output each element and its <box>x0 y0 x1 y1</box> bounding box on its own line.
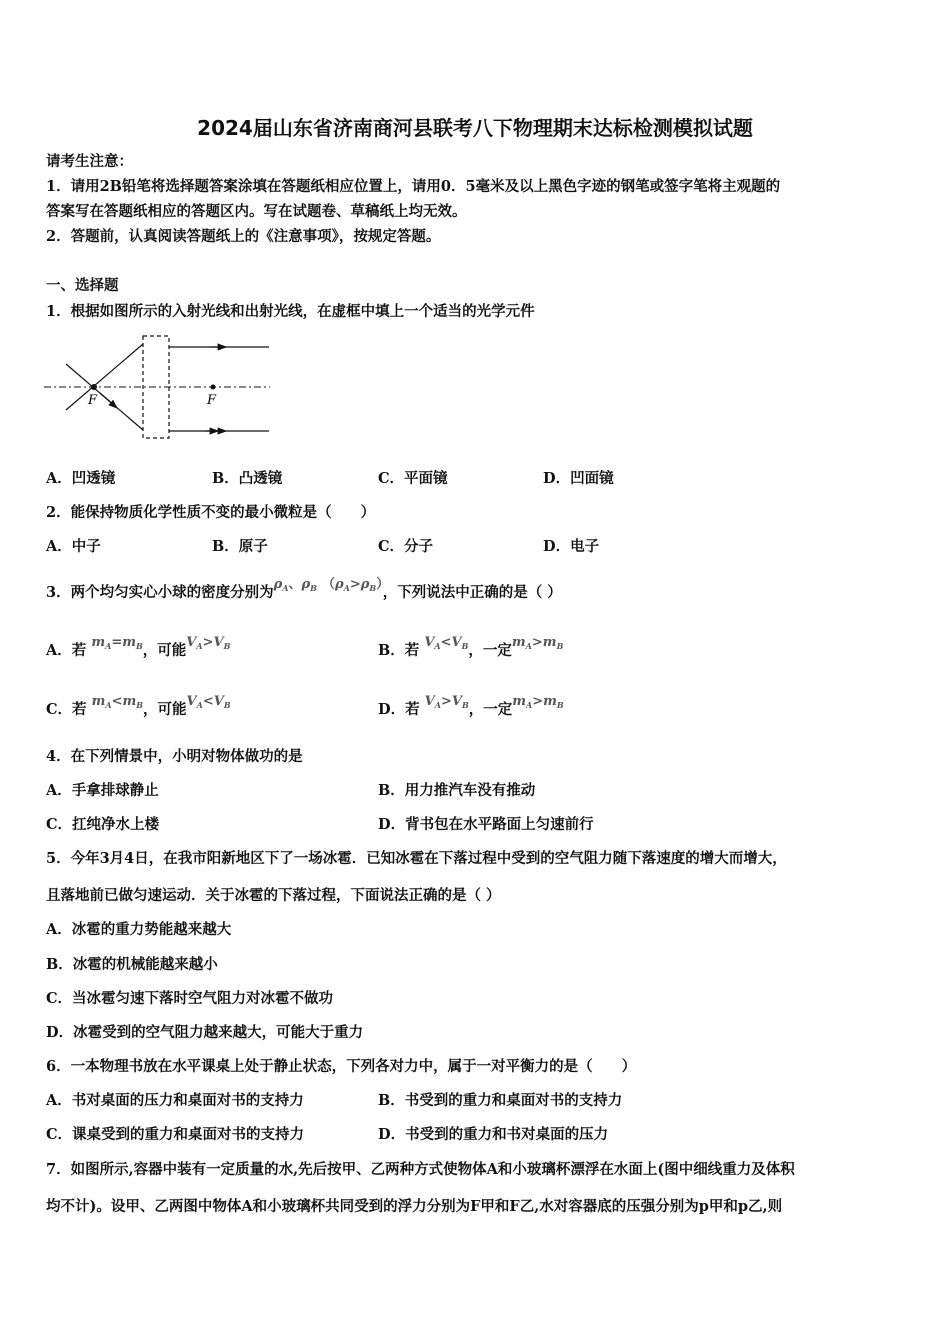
q3-a-label: A．若 <box>46 642 87 659</box>
v: V <box>424 635 435 650</box>
v: V <box>424 694 435 709</box>
q5-stem-b: 且落地前已做匀速运动．关于冰雹的下落过程，下面说法正确的是（ ） <box>46 887 501 904</box>
arrow-lower-left <box>100 393 117 408</box>
incident-ray-upper <box>66 344 143 410</box>
m: m <box>91 694 106 709</box>
q3-must: ，一定 <box>468 701 513 718</box>
sub-a2: A <box>343 583 350 593</box>
sub: B <box>223 641 231 651</box>
page-title: 2024届山东省济南商河县联考八下物理期末达标检测模拟试题 <box>197 116 753 140</box>
q3-maybe: ，可能 <box>143 701 187 718</box>
rho-a: ρ <box>273 577 283 592</box>
sub: A <box>525 641 532 651</box>
sub-b: B <box>310 583 317 593</box>
q3-must: ，一定 <box>468 642 512 659</box>
q3-stem <box>46 577 562 607</box>
q1-figure <box>40 330 280 445</box>
notice-line-1a: 1．请用2B铅笔将选择题答案涂填在答题纸相应位置上，请用0．5毫米及以上黑色字迹的钢笔或签字笔将主观题的 <box>46 178 781 195</box>
lt: < <box>202 694 214 709</box>
q5-option-c[interactable]: C．当冰雹匀速下落时空气阻力对冰雹不做功 <box>46 990 334 1007</box>
v: V <box>213 694 224 709</box>
gt: > <box>349 577 361 592</box>
q2-option-a[interactable]: A．中子 <box>46 538 101 555</box>
q1-option-d[interactable]: D．凹面镜 <box>543 470 614 487</box>
q1-option-a[interactable]: A．凹透镜 <box>46 470 116 487</box>
sep: 、 <box>288 577 302 592</box>
gt: > <box>532 694 544 709</box>
eq: = <box>111 635 123 650</box>
v: V <box>186 635 197 650</box>
q3-stem-b: ，下列说法中正确的是（ ） <box>382 584 562 601</box>
gt: > <box>531 635 543 650</box>
m: m <box>122 635 136 650</box>
m: m <box>91 635 106 650</box>
q3-d-label: D．若 <box>378 701 420 718</box>
notice-heading: 请考生注意： <box>46 153 133 170</box>
q5-option-d[interactable]: D．冰雹受到的空气阻力越来越大，可能大于重力 <box>46 1024 364 1041</box>
sub: A <box>434 700 441 710</box>
m: m <box>122 694 137 709</box>
v: V <box>451 694 462 709</box>
rho-b: ρ <box>301 577 311 592</box>
sub-a: A <box>282 583 289 593</box>
focus-label-right: F <box>207 393 217 408</box>
gt: > <box>202 635 214 650</box>
sub: B <box>135 641 143 651</box>
q1-option-b[interactable]: B．凸透镜 <box>212 470 283 487</box>
rho-b2: ρ <box>360 577 370 592</box>
q3-option-a[interactable] <box>46 635 231 665</box>
sub: A <box>105 700 112 710</box>
q5-option-a[interactable]: A．冰雹的重力势能越来越大 <box>46 921 232 938</box>
v: V <box>451 635 462 650</box>
q4-option-d[interactable]: D．背书包在水平路面上匀速前行 <box>378 816 594 833</box>
sub: A <box>525 700 533 710</box>
q5-stem-a: 5．今年3月4日，在我市阳新地区下了一场冰雹．已知冰雹在下落过程中受到的空气阻力随下落速度的增大而增大， <box>46 850 787 867</box>
q3-maybe: ，可能 <box>142 642 187 659</box>
notice-line-2: 2．答题前，认真阅读答题纸上的《注意事项》，按规定答题。 <box>46 228 441 245</box>
focus-point-left <box>91 384 97 390</box>
m: m <box>511 635 526 650</box>
q2-stem: 2．能保持物质化学性质不变的最小微粒是（ ） <box>46 504 376 521</box>
rho-a2: ρ <box>334 577 344 592</box>
sub-b2: B <box>369 583 377 593</box>
q2-option-d[interactable]: D．电子 <box>543 538 600 555</box>
q7-stem-b: 均不计)。设甲、乙两图中物体A和小玻璃杯共同受到的浮力分别为F甲和F乙,水对容器底的压强分别为p甲和p乙,则 <box>46 1198 783 1215</box>
sub: B <box>461 641 469 651</box>
q6-stem: 6．一本物理书放在水平课桌上处于静止状态，下列各对力中，属于一对平衡力的是（ ） <box>46 1058 637 1075</box>
q3-b-label: B．若 <box>378 642 420 659</box>
sub: B <box>556 700 564 710</box>
q1-option-c[interactable]: C．平面镜 <box>378 470 448 487</box>
focus-point-right <box>211 385 216 390</box>
sub: B <box>136 700 144 710</box>
q4-option-a[interactable]: A．手拿排球静止 <box>46 782 159 799</box>
q3-c-label: C．若 <box>46 701 87 718</box>
q6-option-d[interactable]: D．书受到的重力和书对桌面的压力 <box>378 1126 609 1143</box>
q3-stem-a: 3．两个均匀实心小球的密度分别为 <box>46 584 274 601</box>
q4-option-b[interactable]: B．用力推汽车没有推动 <box>378 782 536 799</box>
q5-option-b[interactable]: B．冰雹的机械能越来越小 <box>46 956 218 973</box>
sub: B <box>556 641 564 651</box>
sub: A <box>196 641 203 651</box>
q4-stem: 4．在下列情景中，小明对物体做功的是 <box>46 748 303 765</box>
sub: B <box>461 700 469 710</box>
q6-option-c[interactable]: C．课桌受到的重力和桌面对书的支持力 <box>46 1126 305 1143</box>
q1-stem: 1．根据如图所示的入射光线和出射光线，在虚框中填上一个适当的光学元件 <box>46 303 535 320</box>
q3-option-c[interactable] <box>46 694 231 724</box>
sub: A <box>105 641 112 651</box>
q3-option-d[interactable] <box>378 694 564 724</box>
q7-stem-a: 7．如图所示,容器中装有一定质量的水,先后按甲、乙两种方式使物体A和小玻璃杯漂浮在水面上(图中细线重力及体积 <box>46 1161 795 1178</box>
lt: < <box>111 694 123 709</box>
paren-right: ） <box>376 577 383 592</box>
q6-option-a[interactable]: A．书对桌面的压力和桌面对书的支持力 <box>46 1092 304 1109</box>
m: m <box>543 694 557 709</box>
paren-left: （ <box>321 577 335 592</box>
q2-option-c[interactable]: C．分子 <box>378 538 434 555</box>
gt: > <box>440 694 452 709</box>
notice-line-1b: 答案写在答题纸相应的答题区内。写在试题卷、草稿纸上均无效。 <box>46 203 467 220</box>
focus-label-left: F <box>88 393 98 408</box>
sub: B <box>223 700 231 710</box>
q6-option-b[interactable]: B．书受到的重力和桌面对书的支持力 <box>378 1092 623 1109</box>
section-heading: 一、选择题 <box>46 277 119 294</box>
v: V <box>213 635 224 650</box>
q3-option-b[interactable] <box>378 635 564 665</box>
sub: A <box>196 700 203 710</box>
m: m <box>512 694 526 709</box>
q2-option-b[interactable]: B．原子 <box>212 538 268 555</box>
sub: A <box>434 641 441 651</box>
lt: < <box>440 635 452 650</box>
v: V <box>186 694 197 709</box>
m: m <box>542 635 557 650</box>
q4-option-c[interactable]: C．扛纯净水上楼 <box>46 816 160 833</box>
